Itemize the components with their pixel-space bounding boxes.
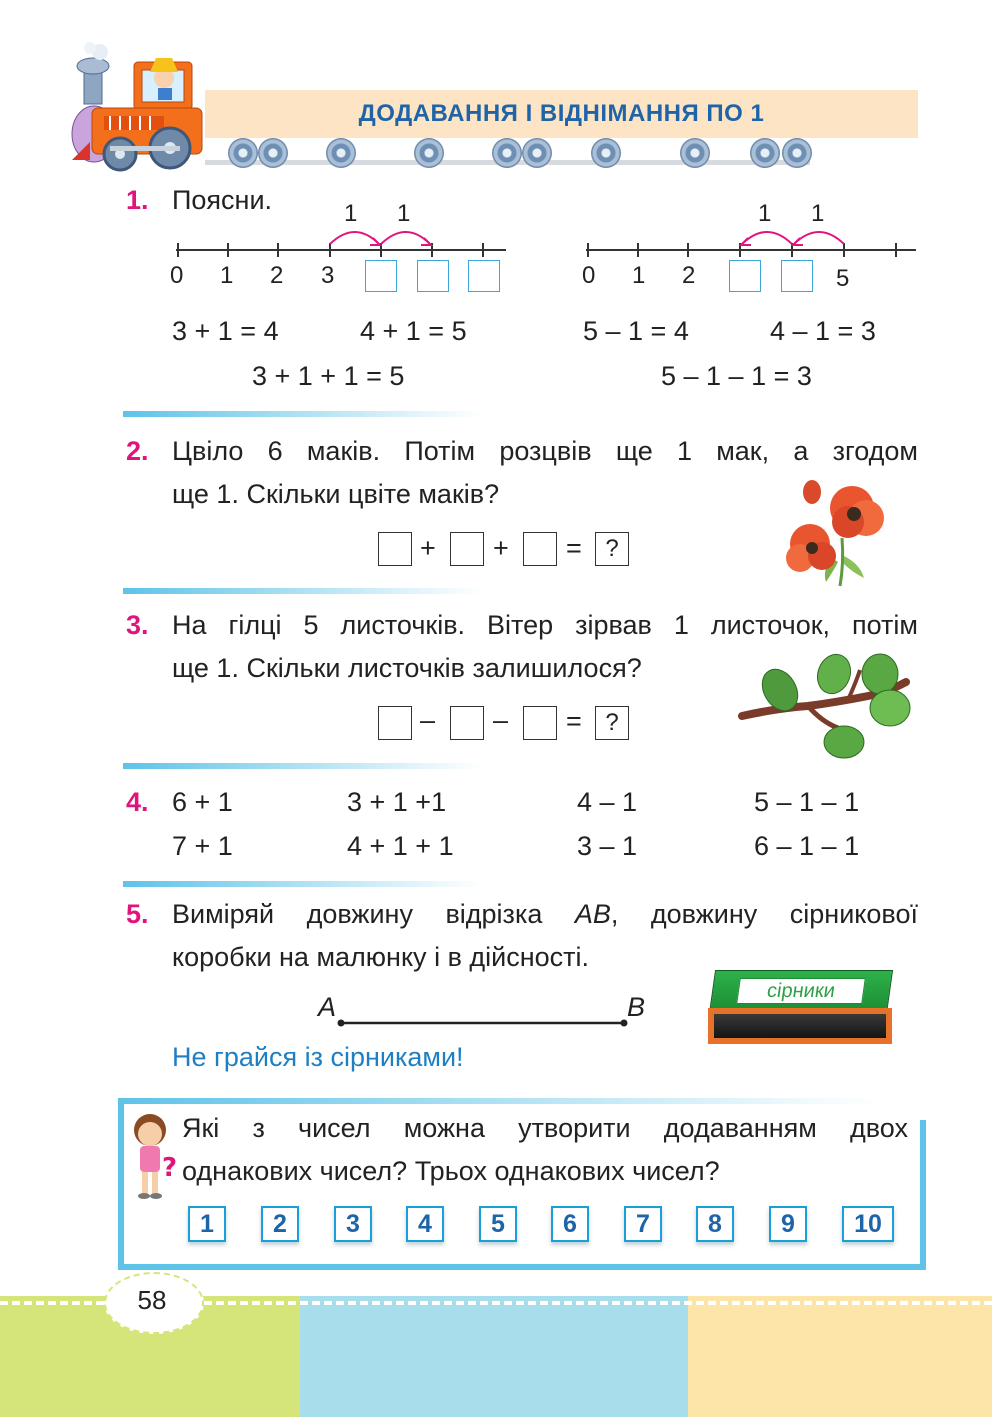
task-number: 3. xyxy=(126,610,149,640)
matchbox-icon xyxy=(708,970,892,1044)
arc-label: 1 xyxy=(344,200,358,227)
locomotive-icon xyxy=(62,42,212,172)
operator: + xyxy=(493,533,509,563)
arc-label: 1 xyxy=(811,200,825,227)
separator xyxy=(123,763,483,769)
operator: – xyxy=(493,705,509,735)
tick-label: 3 xyxy=(321,262,335,289)
number-box: 6 xyxy=(551,1206,589,1242)
wheel-icon xyxy=(228,138,258,168)
frame-left xyxy=(118,1098,124,1270)
number-line-left xyxy=(170,198,510,270)
segment-name: AB xyxy=(574,899,611,929)
tick-label: 5 xyxy=(836,265,850,292)
answer-box xyxy=(729,260,761,292)
operator: – xyxy=(420,705,436,735)
task-text-part: Виміряй довжину відрізка xyxy=(172,899,575,929)
page-title: ДОДАВАННЯ І ВІДНІМАННЯ ПО 1 xyxy=(358,100,765,127)
task-number: 5. xyxy=(126,899,149,929)
page-number: 58 xyxy=(137,1285,167,1315)
tick-label: 1 xyxy=(632,262,646,289)
number-box: 8 xyxy=(696,1206,734,1242)
equation: 4 – 1 = 3 xyxy=(770,316,876,346)
svg-text:?: ? xyxy=(162,1153,178,1183)
tick-label: 2 xyxy=(682,262,696,289)
answer-box xyxy=(781,260,813,292)
expression: 5 – 1 – 1 xyxy=(754,787,860,817)
wheel-icon xyxy=(680,138,710,168)
frame-top xyxy=(118,1098,878,1104)
question-text: Які з чисел можна утворити додаванням двох xyxy=(182,1113,908,1143)
wheel-icon xyxy=(492,138,522,168)
frame-right xyxy=(920,1120,926,1270)
wheel-icon xyxy=(326,138,356,168)
question-mark-box: ? xyxy=(595,706,629,740)
number-box: 1 xyxy=(188,1206,226,1242)
answer-box xyxy=(365,260,397,292)
expression: 7 + 1 xyxy=(172,831,233,861)
equation: 5 – 1 = 4 xyxy=(583,316,689,346)
matchbox-label: сірники xyxy=(736,978,866,1004)
answer-box xyxy=(378,706,412,740)
answer-box xyxy=(378,532,412,566)
operator: = xyxy=(566,533,582,563)
tick-label: 0 xyxy=(170,262,184,289)
number-box: 4 xyxy=(406,1206,444,1242)
task-text xyxy=(172,899,918,930)
tick-label: 0 xyxy=(582,262,596,289)
answer-box xyxy=(523,706,557,740)
task-text: Поясни. xyxy=(172,185,273,215)
number-box: 5 xyxy=(479,1206,517,1242)
wheel-icon xyxy=(258,138,288,168)
operator: = xyxy=(566,706,582,736)
arc-label: 1 xyxy=(397,200,411,227)
arc-label: 1 xyxy=(758,200,772,227)
equation: 3 + 1 = 4 xyxy=(172,316,279,346)
segment-ab xyxy=(336,1016,630,1030)
task-text: ще 1. Скільки листочків залишилося? xyxy=(172,653,642,683)
equation: 5 – 1 – 1 = 3 xyxy=(661,361,812,391)
number-box: 3 xyxy=(334,1206,372,1242)
tick-label: 2 xyxy=(270,262,284,289)
number-box: 7 xyxy=(624,1206,662,1242)
expression: 6 + 1 xyxy=(172,787,233,817)
tick-label: 1 xyxy=(220,262,234,289)
expression: 4 + 1 + 1 xyxy=(347,831,454,861)
footer-band-blue xyxy=(300,1296,688,1417)
frame-bottom xyxy=(118,1264,926,1270)
expression: 3 – 1 xyxy=(577,831,638,861)
footer-band-yellow xyxy=(688,1296,992,1417)
task-number: 1. xyxy=(126,185,149,215)
warning-text: Не грайся із сірниками! xyxy=(172,1042,464,1072)
wheel-icon xyxy=(414,138,444,168)
expression: 4 – 1 xyxy=(577,787,638,817)
poppy-flowers-icon xyxy=(782,478,894,588)
question-text: однакових чисел? Трьох однакових чисел? xyxy=(182,1156,720,1186)
task-text: На гілці 5 листочків. Вітер зірвав 1 листочок, потім xyxy=(172,610,918,640)
wheel-icon xyxy=(591,138,621,168)
answer-box xyxy=(450,706,484,740)
task-number: 2. xyxy=(126,436,149,466)
task-number: 4. xyxy=(126,787,149,817)
task-text: ще 1. Скільки цвіте маків? xyxy=(172,479,500,509)
wheel-icon xyxy=(522,138,552,168)
task-text-part: , довжину сірникової xyxy=(610,899,918,929)
expression: 6 – 1 – 1 xyxy=(754,831,860,861)
expression: 3 + 1 +1 xyxy=(347,787,447,817)
point-label-b: B xyxy=(627,992,646,1022)
answer-box xyxy=(468,260,500,292)
separator xyxy=(123,411,483,417)
point-label-a: A xyxy=(318,992,337,1022)
operator: + xyxy=(420,533,436,563)
girl-question-icon xyxy=(128,1110,180,1202)
equation: 3 + 1 + 1 = 5 xyxy=(252,361,405,391)
equation: 4 + 1 = 5 xyxy=(360,316,467,346)
question-mark-box: ? xyxy=(595,532,629,566)
separator xyxy=(123,588,483,594)
answer-box xyxy=(417,260,449,292)
answer-box xyxy=(450,532,484,566)
number-box: 9 xyxy=(769,1206,807,1242)
leafy-branch-icon xyxy=(738,652,918,762)
number-box: 2 xyxy=(261,1206,299,1242)
answer-box xyxy=(523,532,557,566)
wheel-icon xyxy=(782,138,812,168)
wheel-icon xyxy=(750,138,780,168)
task-text: Цвіло 6 маків. Потім розцвів ще 1 мак, а згодом xyxy=(172,436,918,466)
task-text: коробки на малюнку і в дійсності. xyxy=(172,942,590,972)
separator xyxy=(123,881,483,887)
number-box: 10 xyxy=(842,1206,894,1242)
